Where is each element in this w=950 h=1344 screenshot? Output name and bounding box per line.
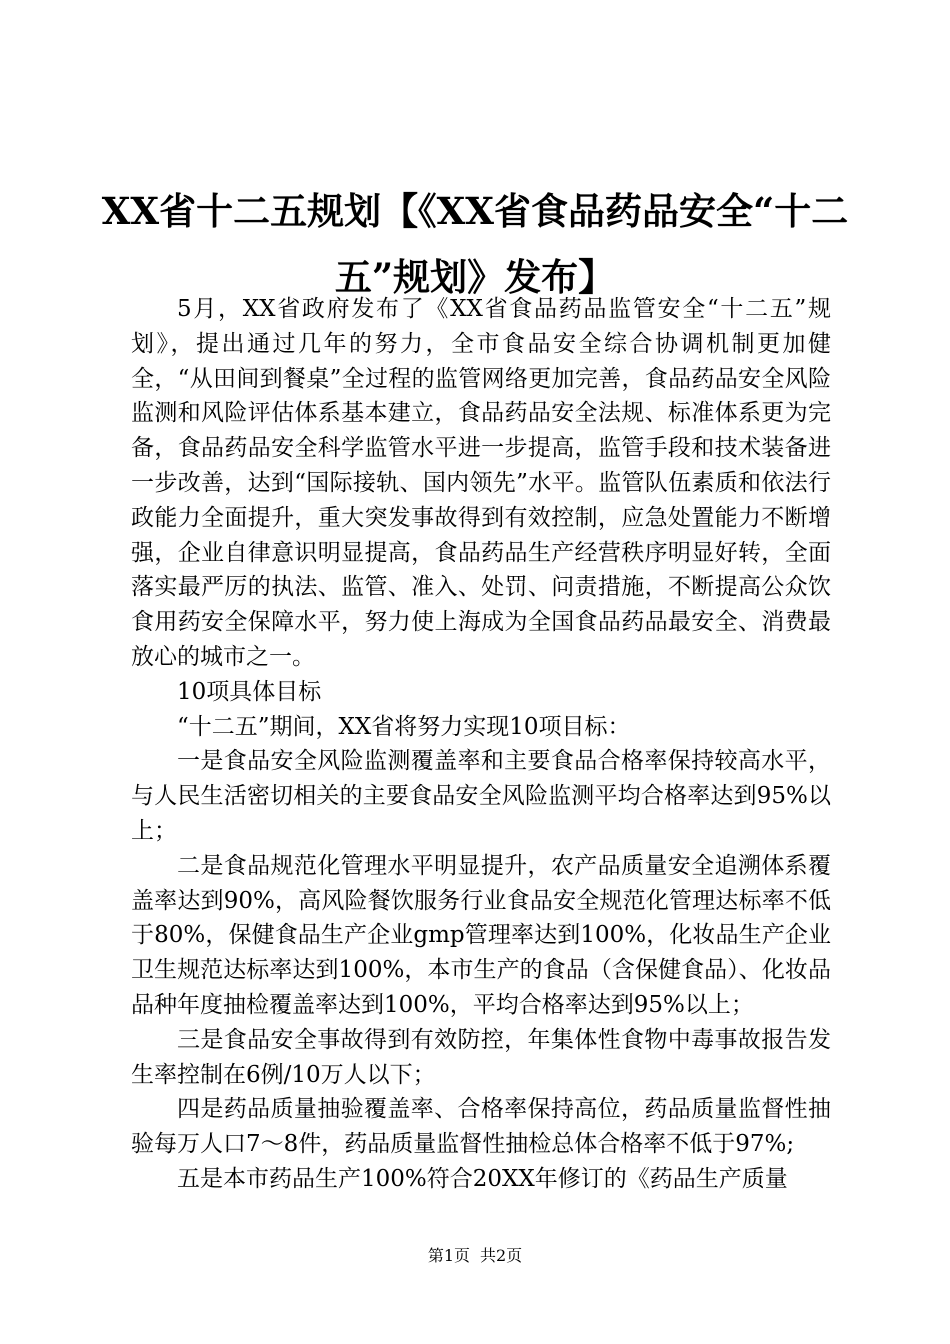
page-total: 共2页 xyxy=(480,1246,523,1265)
paragraph: 5月，XX省政府发布了《XX省食品药品监管安全“十二五”规划》，提出通过几年的努力，全市食品安全综合协调机制更加健全，“从田间到餐桌”全过程的监管网络更加完善，食品药品安全风险监测和风险评估体系基本建立，食品药品安全法规、标准体系更为完备，食品药品安全科学监管水平进一步提高，监管手段和技术装备进一步改善，达到“国际接轨、国内领先”水平。监管队伍素质和依法行政能力全面提升，重大突发事故得到有效控制，应急处置能力不断增强，企业自律意识明显提高，食品药品生产经营秩序明显好转，全面落实最严厉的执法、监管、准入、处罚、问责措施，不断提高公众饮食用药安全保障水平，努力使上海成为全国食品药品最安全、消费最放心的城市之一。 xyxy=(131,296,831,670)
paragraph: 四是药品质量抽验覆盖率、合格率保持高位，药品质量监督性抽验每万人口7～8件，药品质量监督性抽检总体合格率不低于97%; xyxy=(131,1096,831,1158)
page-number: 第1页 xyxy=(427,1246,470,1265)
paragraph: 一是食品安全风险监测覆盖率和主要食品合格率保持较高水平，与人民生活密切相关的主要食品安全风险监测平均合格率达到95%以上； xyxy=(131,748,831,844)
paragraph: “十二五”期间，XX省将努力实现10项目标： xyxy=(177,713,631,740)
document-body xyxy=(131,292,831,1197)
page-footer xyxy=(0,1245,950,1267)
paragraph: 二是食品规范化管理水平明显提升，农产品质量安全追溯体系覆盖率达到90%，高风险餐饮服务行业食品安全规范化管理达标率不低于80%，保健食品生产企业gmp管理率达到100%，化妆品生产企业卫生规范达标率达到100%，本市生产的食品（含保健食品）、化妆品品种年度抽检覆盖率达到100%，平均合格率达到95%以上； xyxy=(131,852,831,1018)
document-title: XX省十二五规划【《XX省食品药品安全“十二五”规划》发布】 xyxy=(101,189,849,299)
paragraph: 10项具体目标 xyxy=(177,678,322,705)
paragraph: 三是食品安全事故得到有效防控，年集体性食物中毒事故报告发生率控制在6例/10万人以下； xyxy=(131,1026,831,1088)
paragraph: 五是本市药品生产100%符合20XX年修订的《药品生产质量 xyxy=(177,1165,788,1192)
